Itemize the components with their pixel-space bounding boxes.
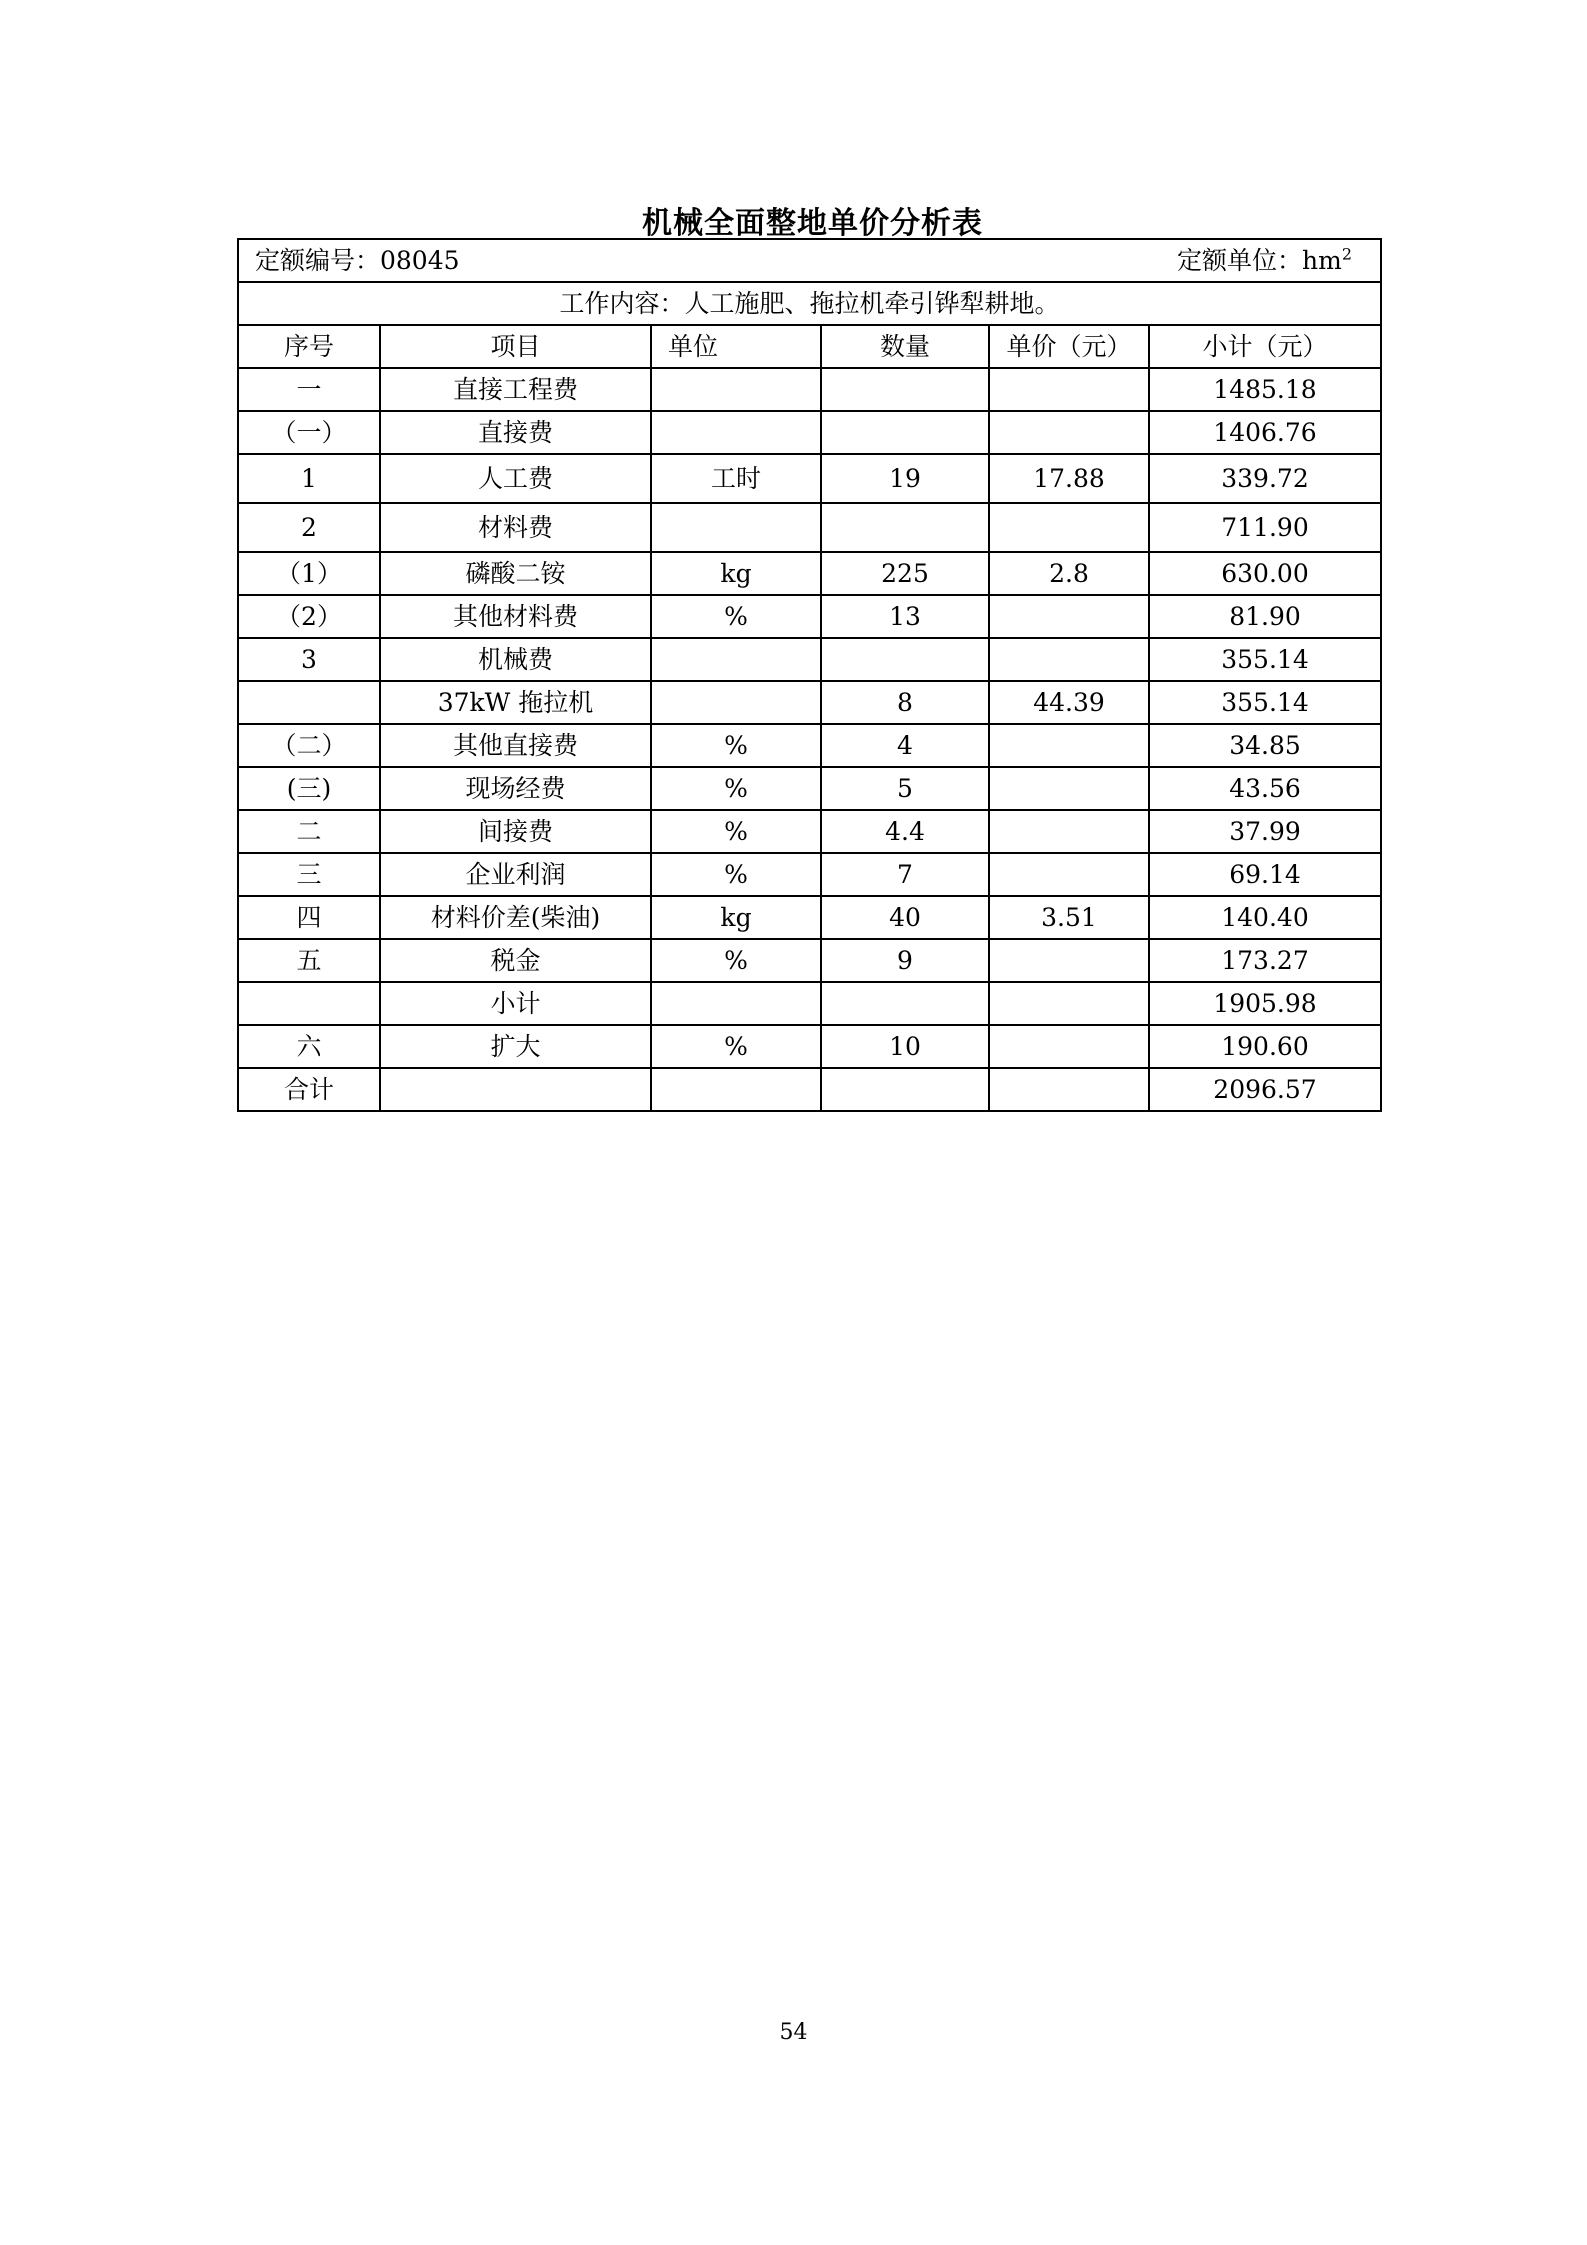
work-content-row <box>238 282 1381 325</box>
table-row <box>238 810 1381 853</box>
cell-qty: 9 <box>821 939 989 982</box>
cell-qty: 225 <box>821 552 989 595</box>
cell-seq: 二 <box>238 810 380 853</box>
cell-unit: 工时 <box>651 454 821 503</box>
cell-unit: kg <box>651 552 821 595</box>
cell-qty: 13 <box>821 595 989 638</box>
table-row <box>238 939 1381 982</box>
header-qty: 数量 <box>821 325 989 368</box>
cell-seq: 六 <box>238 1025 380 1068</box>
cell-qty <box>821 368 989 411</box>
cell-unit: % <box>651 810 821 853</box>
cell-item: 税金 <box>380 939 651 982</box>
cell-price: 2.8 <box>989 552 1149 595</box>
cell-price: 44.39 <box>989 681 1149 724</box>
cell-qty <box>821 503 989 552</box>
cell-seq: 合计 <box>238 1068 380 1111</box>
cell-item: 机械费 <box>380 638 651 681</box>
cell-seq: 2 <box>238 503 380 552</box>
cell-price <box>989 982 1149 1025</box>
cell-item: 材料费 <box>380 503 651 552</box>
cell-subtotal: 711.90 <box>1149 503 1381 552</box>
cell-seq: （1） <box>238 552 380 595</box>
header-subtotal: 小计（元） <box>1149 325 1381 368</box>
cell-unit <box>651 638 821 681</box>
cell-subtotal: 2096.57 <box>1149 1068 1381 1111</box>
cell-seq: 四 <box>238 896 380 939</box>
table-row <box>238 896 1381 939</box>
cell-subtotal: 173.27 <box>1149 939 1381 982</box>
cell-unit: % <box>651 767 821 810</box>
quota-unit: 定额单位：$hm^2$ <box>1177 244 1352 275</box>
cell-seq: （2） <box>238 595 380 638</box>
cell-unit <box>651 368 821 411</box>
table-row <box>238 767 1381 810</box>
cell-qty: 7 <box>821 853 989 896</box>
cell-subtotal: 355.14 <box>1149 638 1381 681</box>
page-number: 54 <box>779 2020 808 2045</box>
cell-unit: % <box>651 939 821 982</box>
cell-unit: % <box>651 1025 821 1068</box>
table-row <box>238 724 1381 767</box>
table-row <box>238 638 1381 681</box>
table-row <box>238 982 1381 1025</box>
cell-price <box>989 810 1149 853</box>
cell-item: 磷酸二铵 <box>380 552 651 595</box>
cell-qty: 40 <box>821 896 989 939</box>
cell-price <box>989 1025 1149 1068</box>
cell-qty: 4.4 <box>821 810 989 853</box>
cell-qty: 8 <box>821 681 989 724</box>
work-content: 工作内容：人工施肥、拖拉机牵引铧犁耕地。 <box>238 282 1381 325</box>
cell-price <box>989 411 1149 454</box>
cell-subtotal: 630.00 <box>1149 552 1381 595</box>
cell-qty <box>821 982 989 1025</box>
header-price: 单价（元） <box>989 325 1149 368</box>
cell-qty <box>821 638 989 681</box>
quota-info-row <box>238 239 1381 282</box>
table-row <box>238 552 1381 595</box>
table-row <box>238 681 1381 724</box>
cell-item: 小计 <box>380 982 651 1025</box>
cell-seq: 1 <box>238 454 380 503</box>
table-title: 机械全面整地单价分析表 <box>642 206 983 241</box>
header-seq: 序号 <box>238 325 380 368</box>
table-row <box>238 1025 1381 1068</box>
unit-price-table <box>237 238 1382 1112</box>
header-row <box>238 325 1381 368</box>
cell-unit <box>651 503 821 552</box>
cell-seq: (三) <box>238 767 380 810</box>
cell-unit: % <box>651 724 821 767</box>
cell-subtotal: 37.99 <box>1149 810 1381 853</box>
cell-subtotal: 43.56 <box>1149 767 1381 810</box>
cell-item: 企业利润 <box>380 853 651 896</box>
cell-subtotal: 140.40 <box>1149 896 1381 939</box>
cell-item: 其他材料费 <box>380 595 651 638</box>
cell-item: 扩大 <box>380 1025 651 1068</box>
cell-qty: 19 <box>821 454 989 503</box>
cell-item: 间接费 <box>380 810 651 853</box>
cell-price: 17.88 <box>989 454 1149 503</box>
cell-item: 材料价差(柴油) <box>380 896 651 939</box>
cell-price <box>989 767 1149 810</box>
cell-seq: 3 <box>238 638 380 681</box>
cell-subtotal: 1406.76 <box>1149 411 1381 454</box>
cell-subtotal: 190.60 <box>1149 1025 1381 1068</box>
cell-qty: 5 <box>821 767 989 810</box>
cell-seq: （一） <box>238 411 380 454</box>
cell-qty <box>821 1068 989 1111</box>
cell-subtotal: 81.90 <box>1149 595 1381 638</box>
cell-subtotal: 1485.18 <box>1149 368 1381 411</box>
cell-item: 直接费 <box>380 411 651 454</box>
table-row <box>238 1068 1381 1111</box>
table-row <box>238 595 1381 638</box>
cell-subtotal: 1905.98 <box>1149 982 1381 1025</box>
cell-price <box>989 595 1149 638</box>
cell-unit: kg <box>651 896 821 939</box>
cell-unit: % <box>651 595 821 638</box>
cell-item: 37kW 拖拉机 <box>380 681 651 724</box>
cell-item: 人工费 <box>380 454 651 503</box>
cell-seq <box>238 982 380 1025</box>
cell-price <box>989 853 1149 896</box>
table-row <box>238 368 1381 411</box>
cell-price <box>989 503 1149 552</box>
table-row <box>238 411 1381 454</box>
cell-price <box>989 638 1149 681</box>
cell-item <box>380 1068 651 1111</box>
cell-subtotal: 355.14 <box>1149 681 1381 724</box>
cell-seq <box>238 681 380 724</box>
quota-number: 定额编号：08045 <box>255 246 460 275</box>
cell-subtotal: 34.85 <box>1149 724 1381 767</box>
table-row <box>238 454 1381 503</box>
cell-seq: 五 <box>238 939 380 982</box>
cell-qty: 10 <box>821 1025 989 1068</box>
cell-unit: % <box>651 853 821 896</box>
cell-unit <box>651 982 821 1025</box>
cell-unit <box>651 681 821 724</box>
cell-item: 其他直接费 <box>380 724 651 767</box>
cell-qty <box>821 411 989 454</box>
cell-subtotal: 69.14 <box>1149 853 1381 896</box>
header-item: 项目 <box>380 325 651 368</box>
header-unit: 单位 <box>651 325 821 368</box>
cell-price <box>989 724 1149 767</box>
cell-item: 直接工程费 <box>380 368 651 411</box>
cell-subtotal: 339.72 <box>1149 454 1381 503</box>
cell-unit <box>651 411 821 454</box>
cell-qty: 4 <box>821 724 989 767</box>
table-row <box>238 853 1381 896</box>
cell-price <box>989 939 1149 982</box>
cell-price <box>989 368 1149 411</box>
cell-seq: （二） <box>238 724 380 767</box>
cell-item: 现场经费 <box>380 767 651 810</box>
cell-seq: 一 <box>238 368 380 411</box>
cell-price: 3.51 <box>989 896 1149 939</box>
cell-unit <box>651 1068 821 1111</box>
table-row <box>238 503 1381 552</box>
cell-seq: 三 <box>238 853 380 896</box>
cell-price <box>989 1068 1149 1111</box>
